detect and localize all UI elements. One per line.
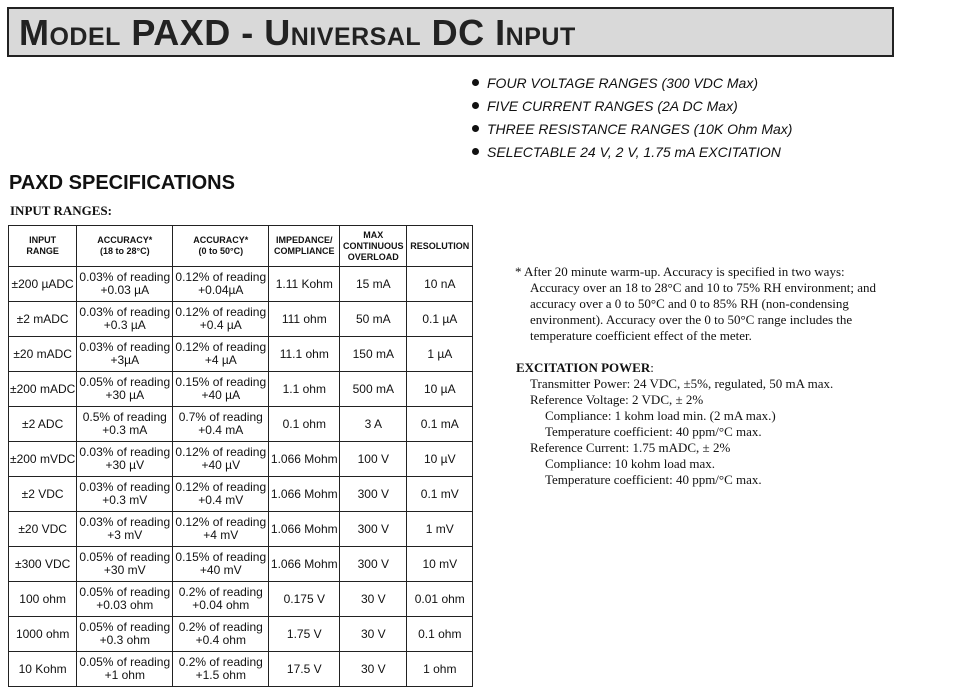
res-cell: 0.1 mA — [407, 407, 473, 442]
acc1-line: 0.05% of reading — [79, 550, 171, 564]
column-header-line: ACCURACY* — [97, 235, 153, 245]
overload-cell: 50 mA — [340, 302, 407, 337]
overload-cell: 150 mA — [340, 337, 407, 372]
range-cell: ±20 mADC — [9, 337, 77, 372]
feature-text: THREE RESISTANCE RANGES (10K Ohm Max) — [487, 121, 793, 137]
res-cell: 10 µA — [407, 372, 473, 407]
acc2-line: 0.12% of reading — [175, 340, 267, 354]
acc2-line: 0.15% of reading — [175, 375, 267, 389]
range-cell: ±200 µADC — [9, 267, 77, 302]
acc2-line: +40 mV — [199, 563, 242, 577]
acc1-line: +0.3 mA — [102, 423, 148, 437]
acc2-line: 0.12% of reading — [175, 445, 267, 459]
acc1-cell — [77, 617, 173, 652]
acc1-line: 0.03% of reading — [79, 515, 171, 529]
acc1-line: +30 µV — [105, 458, 145, 472]
column-header — [407, 226, 473, 267]
acc2-cell — [173, 442, 269, 477]
acc1-line: +0.3 mV — [102, 493, 148, 507]
acc1-cell — [77, 547, 173, 582]
acc1-line: 0.05% of reading — [79, 585, 171, 599]
overload-cell: 100 V — [340, 442, 407, 477]
overload-cell: 30 V — [340, 652, 407, 687]
column-header — [173, 226, 269, 267]
acc1-line: +3 mV — [107, 528, 143, 542]
acc1-line: +3µA — [110, 353, 140, 367]
acc1-line: +0.3 ohm — [99, 633, 150, 647]
acc2-cell — [173, 267, 269, 302]
range-cell: ±200 mADC — [9, 372, 77, 407]
overload-cell: 3 A — [340, 407, 407, 442]
imp-cell: 0.1 ohm — [269, 407, 340, 442]
excitation-line: Temperature coefficient: 40 ppm/°C max. — [545, 472, 762, 487]
table-row — [9, 547, 473, 582]
range-cell: 100 ohm — [9, 582, 77, 617]
acc1-line: 0.05% of reading — [79, 655, 171, 669]
excitation-line: Reference Current: 1.75 mADC, ± 2% — [530, 440, 731, 455]
footnote-line: Accuracy over an 18 to 28°C and 10 to 75% RH environment; and — [530, 280, 877, 295]
feature-text: SELECTABLE 24 V, 2 V, 1.75 mA EXCITATION — [487, 144, 781, 160]
acc2-line: 0.2% of reading — [178, 620, 263, 634]
feature-text: FOUR VOLTAGE RANGES (300 VDC Max) — [487, 75, 758, 91]
table-row — [9, 617, 473, 652]
excitation-line: Temperature coefficient: 40 ppm/°C max. — [545, 424, 762, 439]
feature-text: FIVE CURRENT RANGES (2A DC Max) — [487, 98, 738, 114]
page-title: Model PAXD - Universal DC Input — [19, 12, 576, 53]
table-row — [9, 477, 473, 512]
table-row — [9, 582, 473, 617]
acc1-cell — [77, 267, 173, 302]
excitation-power — [516, 360, 936, 488]
range-cell: ±2 VDC — [9, 477, 77, 512]
acc2-line: +40 µV — [201, 458, 241, 472]
bullet-icon — [472, 79, 479, 86]
column-header-line: INPUT — [29, 235, 57, 245]
feature-item — [472, 143, 792, 166]
feature-list — [472, 74, 792, 166]
excitation-line: Compliance: 1 kohm load min. (2 mA max.) — [545, 408, 776, 423]
excitation-line: Compliance: 10 kohm load max. — [545, 456, 716, 471]
column-header — [77, 226, 173, 267]
res-cell: 10 mV — [407, 547, 473, 582]
acc1-cell — [77, 512, 173, 547]
res-cell: 0.01 ohm — [407, 582, 473, 617]
overload-cell: 30 V — [340, 617, 407, 652]
column-header-line: MAX — [363, 229, 384, 240]
footnote-line: environment). Accuracy over the 0 to 50°C range includes the — [530, 312, 853, 327]
acc2-line: 0.12% of reading — [175, 305, 267, 319]
acc1-cell — [77, 302, 173, 337]
acc2-line: 0.12% of reading — [175, 270, 267, 284]
column-header-line: COMPLIANCE — [274, 246, 335, 256]
res-cell: 10 nA — [407, 267, 473, 302]
overload-cell: 500 mA — [340, 372, 407, 407]
feature-item — [472, 97, 792, 120]
range-cell: ±2 ADC — [9, 407, 77, 442]
acc2-line: +0.04µA — [198, 283, 244, 297]
acc1-line: 0.05% of reading — [79, 620, 171, 634]
acc2-cell — [173, 617, 269, 652]
imp-cell: 1.066 Mohm — [269, 512, 340, 547]
excitation-line: Transmitter Power: 24 VDC, ±5%, regulated, 50 mA max. — [530, 376, 834, 391]
imp-cell: 1.11 Kohm — [269, 267, 340, 302]
bullet-icon — [472, 102, 479, 109]
acc1-line: 0.5% of reading — [82, 410, 167, 424]
acc1-cell — [77, 582, 173, 617]
imp-cell: 1.066 Mohm — [269, 477, 340, 512]
acc1-cell — [77, 442, 173, 477]
acc2-cell — [173, 302, 269, 337]
table-row — [9, 267, 473, 302]
acc2-line: +40 µA — [201, 388, 241, 402]
overload-cell: 300 V — [340, 477, 407, 512]
acc1-cell — [77, 477, 173, 512]
imp-cell: 17.5 V — [269, 652, 340, 687]
acc1-line: +0.3 µA — [103, 318, 146, 332]
res-cell: 1 ohm — [407, 652, 473, 687]
range-cell: ±20 VDC — [9, 512, 77, 547]
footnote-line: * After 20 minute warm-up. Accuracy is specified in two ways: — [515, 264, 845, 279]
table-row — [9, 337, 473, 372]
acc2-cell — [173, 512, 269, 547]
acc1-cell — [77, 372, 173, 407]
overload-cell: 15 mA — [340, 267, 407, 302]
res-cell: 10 µV — [407, 442, 473, 477]
acc2-line: +0.4 µA — [199, 318, 242, 332]
acc1-line: +0.03 ohm — [96, 598, 154, 612]
imp-cell: 1.066 Mohm — [269, 442, 340, 477]
footnote-line: accuracy over a 0 to 50°C and 0 to 85% RH (non-condensing — [530, 296, 849, 311]
imp-cell: 1.1 ohm — [269, 372, 340, 407]
acc1-line: 0.03% of reading — [79, 340, 171, 354]
column-header-line: (18 to 28°C) — [99, 246, 150, 256]
acc2-line: 0.7% of reading — [178, 410, 263, 424]
acc2-line: +0.4 ohm — [195, 633, 246, 647]
acc1-cell — [77, 652, 173, 687]
title-bar — [7, 7, 894, 57]
table-row — [9, 372, 473, 407]
acc2-line: 0.2% of reading — [178, 655, 263, 669]
acc1-cell — [77, 337, 173, 372]
sub-title: INPUT RANGES: — [10, 203, 112, 218]
column-header-line: CONTINUOUS — [343, 240, 404, 251]
acc1-line: 0.03% of reading — [79, 445, 171, 459]
range-cell: 1000 ohm — [9, 617, 77, 652]
imp-cell: 0.175 V — [269, 582, 340, 617]
acc2-line: +0.4 mA — [198, 423, 244, 437]
acc2-line: +0.04 ohm — [192, 598, 250, 612]
column-header-line: OVERLOAD — [347, 251, 399, 262]
section-title: PAXD SPECIFICATIONS — [9, 172, 235, 194]
column-header-line: (0 to 50°C) — [198, 246, 244, 256]
table-row — [9, 512, 473, 547]
acc1-line: 0.03% of reading — [79, 305, 171, 319]
accuracy-footnote — [515, 264, 895, 344]
res-cell: 0.1 mV — [407, 477, 473, 512]
feature-item — [472, 120, 792, 143]
column-header-line: RESOLUTION — [410, 240, 470, 251]
column-header-line: IMPEDANCE/ — [276, 235, 333, 245]
column-header-line: ACCURACY* — [193, 235, 249, 245]
res-cell: 1 µA — [407, 337, 473, 372]
acc2-line: +4 mV — [203, 528, 239, 542]
footnote-line: temperature coefficient effect of the meter. — [530, 328, 752, 343]
acc2-cell — [173, 337, 269, 372]
range-cell: 10 Kohm — [9, 652, 77, 687]
column-header-line: RANGE — [26, 246, 59, 256]
acc1-line: +30 µA — [105, 388, 145, 402]
res-cell: 0.1 ohm — [407, 617, 473, 652]
excitation-colon: : — [650, 360, 654, 375]
acc2-line: +0.4 mV — [198, 493, 244, 507]
acc1-line: +0.03 µA — [100, 283, 150, 297]
imp-cell: 1.066 Mohm — [269, 547, 340, 582]
range-cell: ±2 mADC — [9, 302, 77, 337]
input-ranges-table — [8, 225, 473, 687]
acc2-line: +1.5 ohm — [195, 668, 246, 682]
table-row — [9, 302, 473, 337]
imp-cell: 111 ohm — [269, 302, 340, 337]
acc2-line: 0.12% of reading — [175, 480, 267, 494]
feature-item — [472, 74, 792, 97]
range-cell: ±300 VDC — [9, 547, 77, 582]
acc2-line: 0.2% of reading — [178, 585, 263, 599]
acc2-line: 0.15% of reading — [175, 550, 267, 564]
acc1-cell — [77, 407, 173, 442]
table-header-row — [9, 226, 473, 267]
imp-cell: 1.75 V — [269, 617, 340, 652]
bullet-icon — [472, 148, 479, 155]
column-header — [9, 226, 77, 267]
acc1-line: 0.03% of reading — [79, 270, 171, 284]
overload-cell: 300 V — [340, 547, 407, 582]
overload-cell: 30 V — [340, 582, 407, 617]
acc2-cell — [173, 652, 269, 687]
acc2-cell — [173, 372, 269, 407]
acc1-line: 0.03% of reading — [79, 480, 171, 494]
imp-cell: 11.1 ohm — [269, 337, 340, 372]
range-cell: ±200 mVDC — [9, 442, 77, 477]
res-cell: 1 mV — [407, 512, 473, 547]
acc2-line: +4 µA — [204, 353, 237, 367]
res-cell: 0.1 µA — [407, 302, 473, 337]
table-row — [9, 442, 473, 477]
overload-cell: 300 V — [340, 512, 407, 547]
acc2-cell — [173, 582, 269, 617]
acc1-line: 0.05% of reading — [79, 375, 171, 389]
acc1-line: +1 ohm — [104, 668, 145, 682]
acc2-line: 0.12% of reading — [175, 515, 267, 529]
acc2-cell — [173, 477, 269, 512]
column-header — [340, 226, 407, 267]
acc2-cell — [173, 407, 269, 442]
table-row — [9, 407, 473, 442]
bullet-icon — [472, 125, 479, 132]
column-header — [269, 226, 340, 267]
acc1-line: +30 mV — [103, 563, 146, 577]
excitation-line: Reference Voltage: 2 VDC, ± 2% — [530, 392, 704, 407]
excitation-heading: EXCITATION POWER — [516, 360, 651, 375]
acc2-cell — [173, 547, 269, 582]
table-row — [9, 652, 473, 687]
